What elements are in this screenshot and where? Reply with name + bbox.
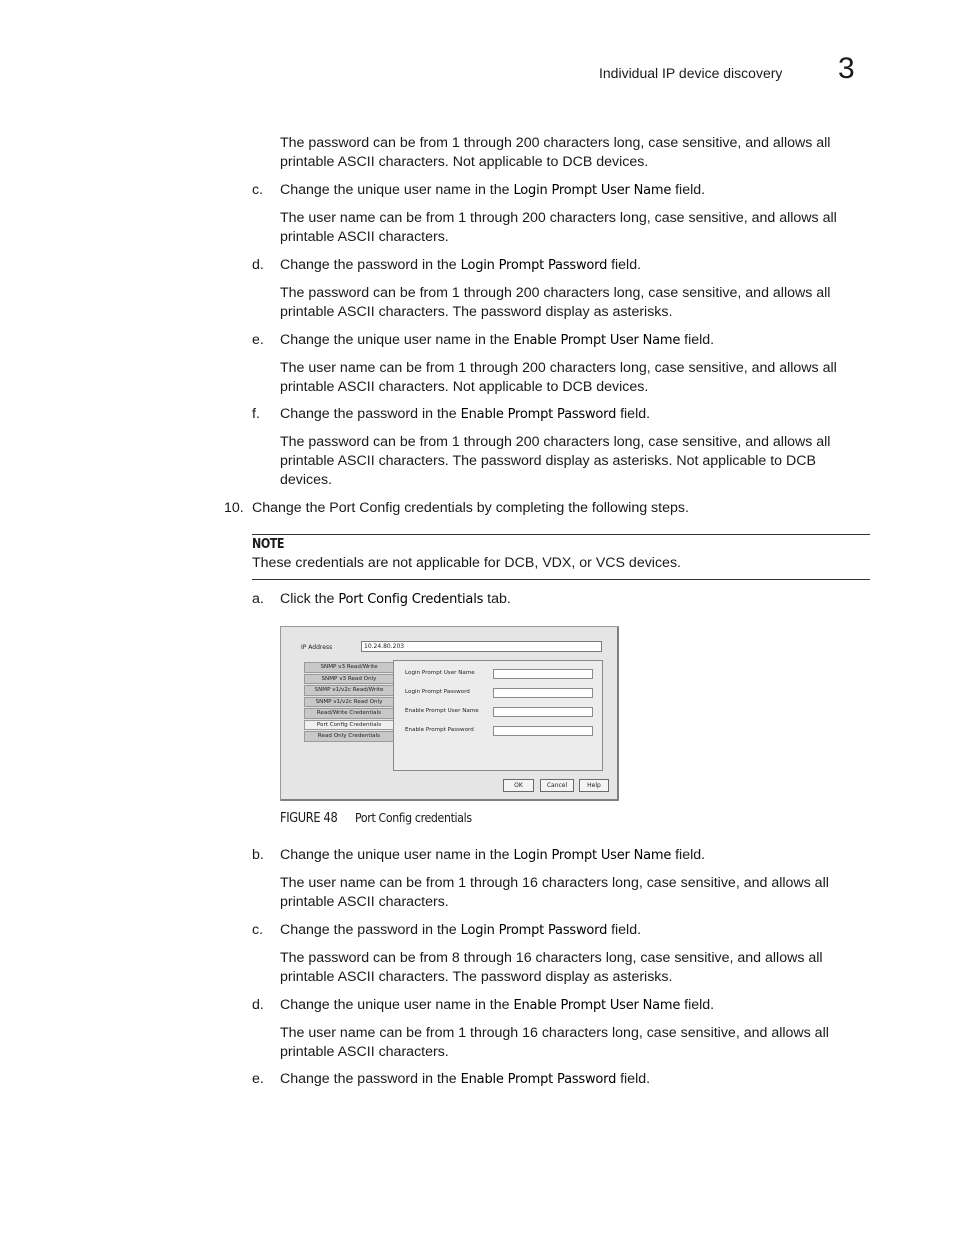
tab-snmp-v1-v2c-read-only[interactable]: SNMP v1/v2c Read Only [304,697,394,708]
ip-address-field[interactable]: 10.24.80.203 [361,641,602,652]
paragraph: The user name can be from 1 through 16 characters long, case sensitive, and allows all printable ASCII characters. [280,875,829,910]
paragraph: The user name can be from 1 through 200 characters long, case sensitive, and allows all printable ASCII characters. [280,210,837,245]
paragraph: The password can be from 1 through 200 characters long, case sensitive, and allows all printable ASCII characters. The password display as asterisks. Not applicable to DCB devices. [280,434,831,488]
field-name: Enable Prompt User Name [513,333,681,348]
cancel-button[interactable]: Cancel [540,779,574,792]
note-heading: NOTE [252,537,285,552]
tab-snmp-v1-v2c-read-write[interactable]: SNMP v1/v2c Read/Write [304,685,394,696]
paragraph: The password can be from 1 through 200 characters long, case sensitive, and allows all printable ASCII characters. The password display as asterisks. [280,285,831,320]
login-prompt-password-input[interactable] [493,688,593,698]
login-prompt-user-name-input[interactable] [493,669,593,679]
enable-prompt-password-label: Enable Prompt Password [405,727,474,733]
field-name: Enable Prompt Password [460,1072,617,1087]
field-name: Login Prompt User Name [513,848,672,863]
field-name: Login Prompt User Name [513,183,672,198]
tab-port-config-credentials[interactable]: Port Config Credentials [304,720,394,731]
enable-prompt-user-name-input[interactable] [493,707,593,717]
note-text: These credentials are not applicable for DCB, VDX, or VCS devices. [252,555,681,571]
tab-snmp-v3-read-only[interactable]: SNMP v3 Read Only [304,674,394,685]
tab-read-only-credentials[interactable]: Read Only Credentials [304,731,394,742]
ok-button[interactable]: OK [503,779,534,792]
chapter-number: 3 [838,52,855,85]
login-prompt-user-name-label: Login Prompt User Name [405,670,475,676]
tab-read-write-credentials[interactable]: Read/Write Credentials [304,708,394,719]
note-bottom-rule [252,579,870,580]
enable-prompt-password-input[interactable] [493,726,593,736]
field-name: Port Config Credentials [338,592,484,607]
port-config-dialog-figure [280,626,619,801]
paragraph: The password can be from 1 through 200 characters long, case sensitive, and allows all printable ASCII characters. Not applicable to DCB devices. [280,135,831,170]
help-button[interactable]: Help [579,779,609,792]
field-name: Enable Prompt User Name [513,998,681,1013]
credential-tabs [304,662,394,743]
figure-caption [280,810,472,826]
enable-prompt-user-name-label: Enable Prompt User Name [405,708,479,714]
login-prompt-password-label: Login Prompt Password [405,689,470,695]
paragraph: The user name can be from 1 through 16 characters long, case sensitive, and allows all printable ASCII characters. [280,1025,829,1060]
field-name: Enable Prompt Password [460,407,617,422]
running-header-title: Individual IP device discovery [599,65,783,81]
dialog-shadow [281,799,618,801]
note-top-rule [252,534,870,535]
field-name: Login Prompt Password [460,923,608,938]
paragraph: The password can be from 8 through 16 characters long, case sensitive, and allows all printable ASCII characters. The password display as asterisks. [280,950,823,985]
dialog-shadow [617,627,619,800]
figure-title: Port Config credentials [355,810,472,825]
ip-address-label: IP Address [301,644,333,651]
credentials-panel [393,660,603,771]
tab-snmp-v3-read-write[interactable]: SNMP v3 Read/Write [304,662,394,673]
figure-number: FIGURE 48 [280,811,338,826]
field-name: Login Prompt Password [460,258,608,273]
paragraph: The user name can be from 1 through 200 characters long, case sensitive, and allows all printable ASCII characters. Not applicable to DCB devices. [280,360,837,395]
